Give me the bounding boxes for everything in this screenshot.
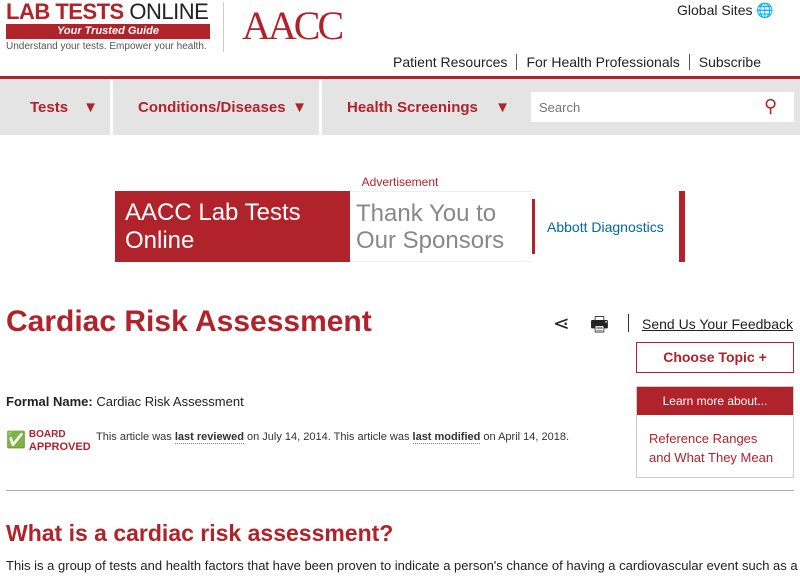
formal-name: Formal Name: Cardiac Risk Assessment <box>6 394 244 409</box>
ad-sponsor: Abbott Diagnostics <box>532 199 679 254</box>
global-sites-link[interactable]: Global Sites 🌐 <box>677 2 774 18</box>
feedback-link[interactable]: Send Us Your Feedback <box>642 316 793 332</box>
board-approved-badge: ✅ BOARD APPROVED <box>6 429 91 453</box>
check-icon: ✅ <box>6 432 26 449</box>
learn-more-box <box>636 386 794 478</box>
choose-topic-button[interactable]: Choose Topic + <box>636 342 794 373</box>
last-modified-tooltip[interactable]: last modified <box>412 431 481 443</box>
ad-thanks: Thank You to Our Sponsors <box>350 191 532 262</box>
last-reviewed-tooltip[interactable]: last reviewed <box>174 431 244 443</box>
caret-down-icon: ▼ <box>292 98 307 116</box>
divider <box>223 2 224 52</box>
nav-conditions[interactable]: Conditions/Diseases ▼ <box>113 79 322 135</box>
search-input[interactable] <box>531 92 794 122</box>
article-meta: This article was last reviewed on July 14, 2014. This article was last modified on April 14, 2018. <box>96 431 570 443</box>
logo-tagline: Understand your tests. Empower your health. <box>6 41 207 52</box>
reference-ranges-link[interactable]: Reference Ranges and What They Mean <box>649 431 774 465</box>
share-icon[interactable]: ⋖ <box>553 313 570 335</box>
caret-down-icon: ▼ <box>495 98 510 116</box>
ad-edge <box>679 191 685 262</box>
globe-icon: 🌐 <box>756 2 774 18</box>
ad-banner[interactable] <box>115 191 685 262</box>
search-icon[interactable]: ⚲ <box>764 96 778 116</box>
logo-band: Your Trusted Guide <box>6 24 210 39</box>
health-professionals-link[interactable]: For Health Professionals <box>516 54 688 70</box>
caret-down-icon: ▼ <box>83 98 98 116</box>
divider <box>6 490 794 491</box>
divider <box>628 314 629 332</box>
top-links <box>384 54 770 70</box>
ad-label: Advertisement <box>361 175 439 189</box>
subscribe-link[interactable]: Subscribe <box>689 54 770 70</box>
learn-more-header: Learn more about... <box>637 387 793 415</box>
ad-brand: AACC Lab Tests Online <box>115 191 350 262</box>
page-title: Cardiac Risk Assessment <box>6 305 372 338</box>
aacc-logo[interactable]: AACC <box>242 3 342 48</box>
logo[interactable]: LAB TESTS ONLINE <box>6 0 209 24</box>
body-text: This is a group of tests and health factors that have been proven to indicate a person's chance of having a cardiovascular event such as a <box>6 558 798 573</box>
print-icon[interactable]: 🖶 <box>590 314 609 336</box>
nav-tests[interactable]: Tests ▼ <box>0 79 113 135</box>
section-heading: What is a cardiac risk assessment? <box>6 520 394 546</box>
nav-screenings[interactable]: Health Screenings ▼ <box>347 98 510 116</box>
patient-resources-link[interactable]: Patient Resources <box>393 54 508 70</box>
